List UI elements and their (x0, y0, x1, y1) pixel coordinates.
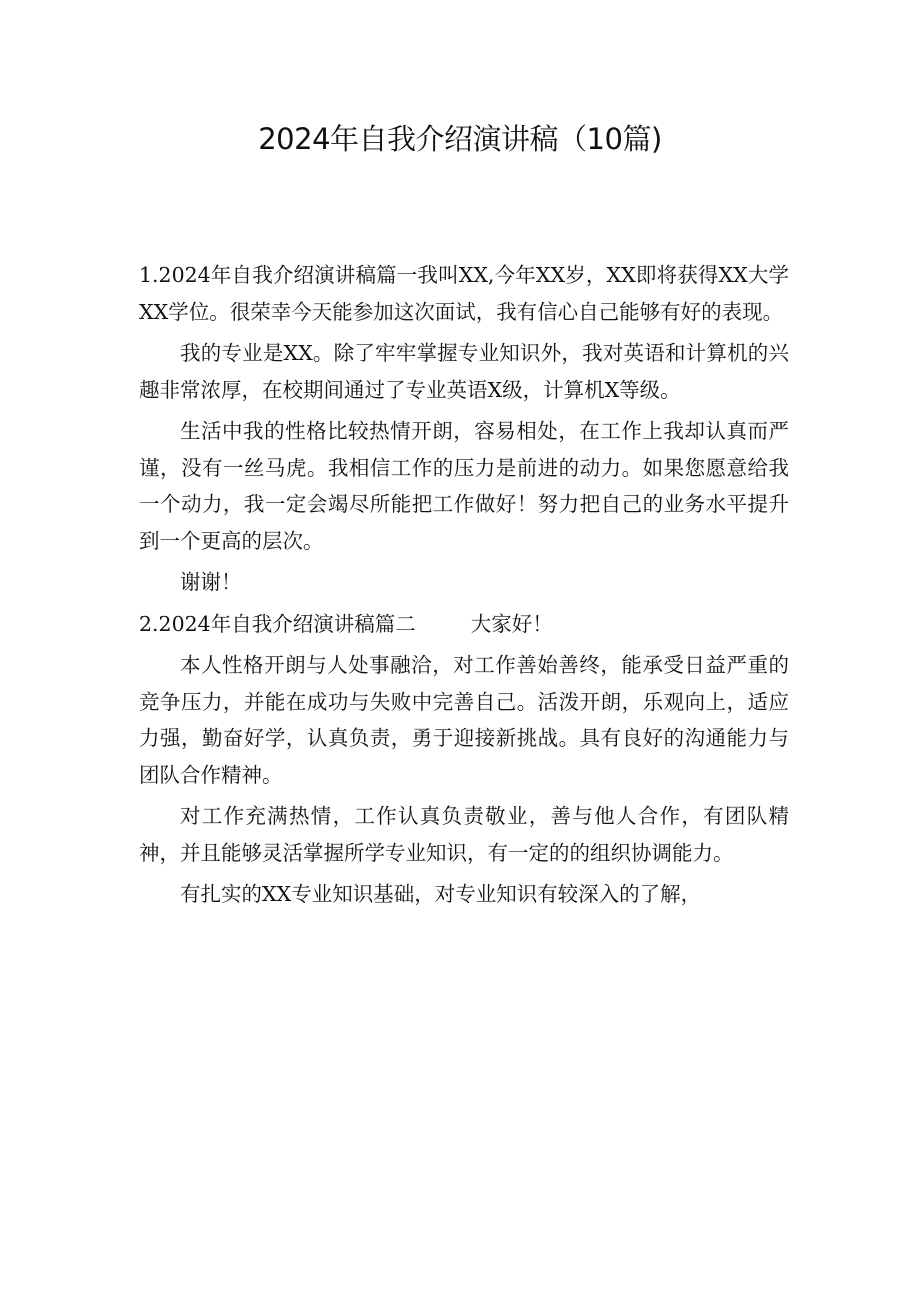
section2-paragraph-work-attitude: 对工作充满热情，工作认真负责敬业，善与他人合作，有团队精神，并且能够灵活掌握所学专业知识，有一定的的组织协调能力。 (139, 804, 789, 865)
document-body (139, 257, 789, 918)
section1-paragraph-personality: 生活中我的性格比较热情开朗，容易相处，在工作上我却认真而严谨，没有一丝马虎。我相信工作的压力是前进的动力。如果您愿意给我一个动力，我一定会竭尽所能把工作做好！努力把自己的业务水平提升到一个更高的层次。 (139, 419, 789, 553)
document-title: 2024年自我介绍演讲稿（10篇) (258, 122, 662, 156)
section2-heading: 2.2024年自我介绍演讲稿篇二 (139, 611, 416, 636)
section2-heading-line (139, 606, 789, 643)
section2-paragraph-personality: 本人性格开朗与人处事融洽，对工作善始善终，能承受日益严重的竞争压力，并能在成功与失败中完善自己。活泼开朗，乐观向上，适应力强，勤奋好学，认真负责，勇于迎接新挑战。具有良好的沟通能力与团队合作精神。 (139, 653, 789, 787)
section2-paragraph-knowledge: 有扎实的XX专业知识基础，对专业知识有较深入的了解， (180, 882, 702, 906)
section1-paragraph-thanks: 谢谢！ (180, 570, 242, 594)
section1-paragraph-major: 我的专业是XX。除了牢牢掌握专业知识外，我对英语和计算机的兴趣非常浓厚，在校期间通过了专业英语X级，计算机X等级。 (139, 341, 789, 402)
section2-greeting: 大家好！ (470, 611, 553, 636)
section1-intro-paragraph: 1.2024年自我介绍演讲稿篇一我叫XX,今年XX岁，XX即将获得XX大学XX学位。很荣幸今天能参加这次面试，我有信心自己能够有好的表现。 (139, 263, 789, 324)
